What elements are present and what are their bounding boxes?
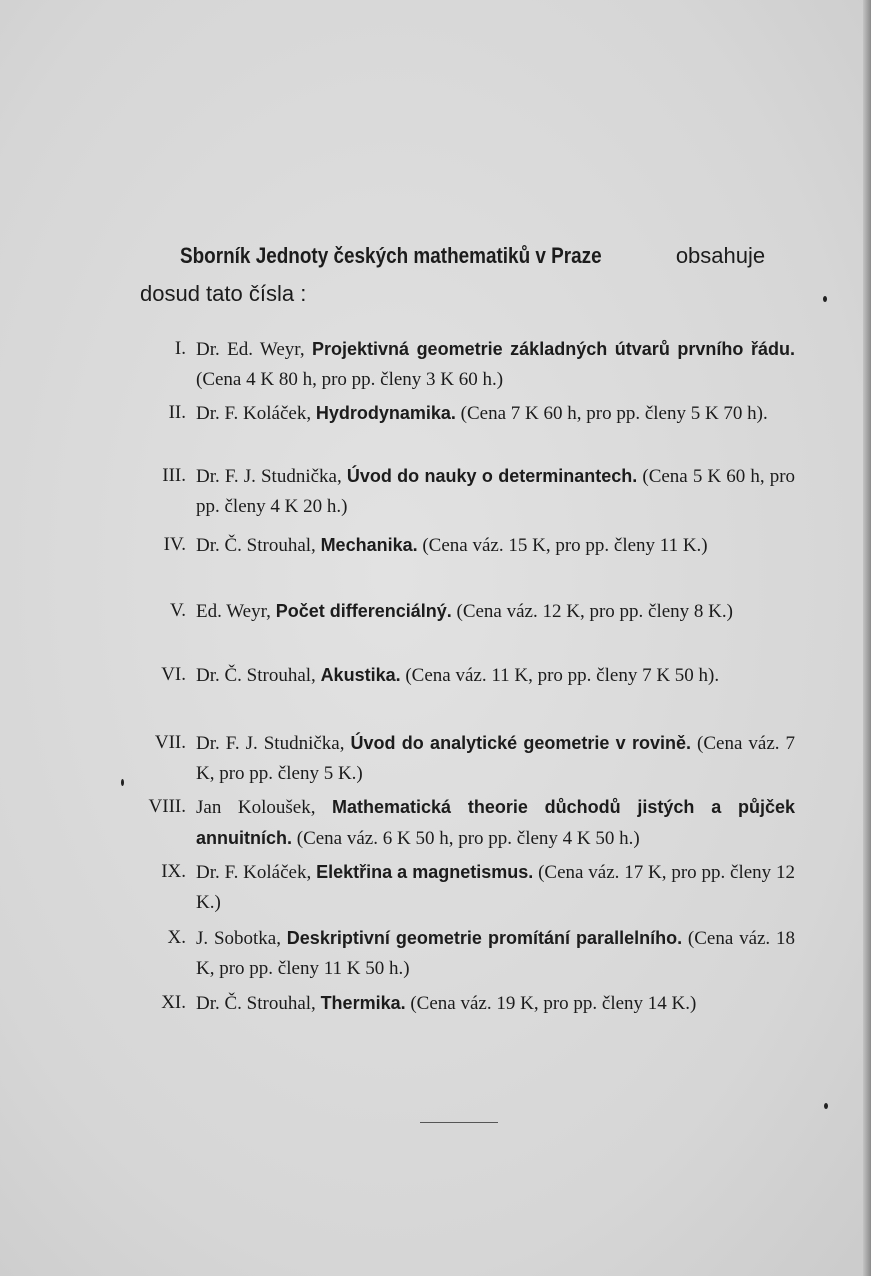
entry-body [196, 596, 795, 627]
entry-title: Projektivná geometrie základných útvarů prvního řádu. [311, 339, 795, 359]
entry-title: Úvod do analytické geometrie v rovině. [350, 733, 691, 753]
entry-title: Akustika. [320, 665, 401, 685]
entry-body [196, 660, 795, 691]
entry-author: Dr. Č. Strouhal, [196, 665, 316, 686]
entry-number: II. [168, 402, 186, 423]
entry-title: Elektřina a magnetismus. [316, 862, 534, 882]
entry-title: Mathematická theorie důchodů jistých a půjček annuitních. [196, 797, 796, 848]
entry-number: I. [174, 338, 186, 359]
entry-price: (Cena 7 K 60 h, pro pp. členy 5 K 70 h). [460, 403, 768, 424]
entry-title: Počet differenciálný. [275, 601, 452, 621]
entry-number: VIII. [148, 796, 186, 817]
entry-price: (Cena váz. 18 K, pro pp. členy 11 K 50 h.) [196, 928, 795, 979]
entry-price: (Cena váz. 17 K, pro pp. členy 12 K.) [196, 862, 795, 913]
entry-author: Dr. F. J. Studnička, [196, 733, 345, 754]
heading-suffix: obsahuje [675, 243, 766, 268]
entry-number: III. [162, 465, 186, 486]
page-edge-shadow [863, 0, 871, 1276]
entry-body [196, 923, 795, 984]
entry-price: (Cena váz. 19 K, pro pp. členy 14 K.) [410, 993, 697, 1014]
entry-number: V. [169, 600, 186, 621]
entry-number: VI. [161, 664, 186, 685]
entry-price: (Cena 4 K 80 h, pro pp. členy 3 K 60 h.) [196, 369, 504, 390]
entry-title: Thermika. [320, 993, 406, 1013]
entry-number: VII. [154, 732, 186, 753]
entry-author: Dr. Ed. Weyr, [196, 339, 305, 360]
entry-price: (Cena váz. 7 K, pro pp. členy 5 K.) [196, 733, 796, 784]
ink-speck [121, 779, 124, 786]
entry-price: (Cena váz. 6 K 50 h, pro pp. členy 4 K 50 h.) [296, 828, 640, 849]
entry-body [196, 728, 795, 789]
entry-price: (Cena 5 K 60 h, pro pp. členy 4 K 20 h.) [196, 466, 796, 517]
closing-rule [420, 1122, 498, 1123]
entry-title: Úvod do nauky o determinantech. [346, 466, 638, 486]
entry-body [196, 461, 795, 522]
entry-price: (Cena váz. 11 K, pro pp. členy 7 K 50 h). [405, 665, 720, 686]
entry-body [196, 530, 795, 561]
entry-author: Ed. Weyr, [196, 601, 271, 622]
heading-line-1 [180, 236, 765, 276]
heading-line-2: dosud tato čísla : [140, 281, 307, 306]
entry-number: IV. [163, 534, 186, 555]
entry-price: (Cena váz. 15 K, pro pp. členy 11 K.) [422, 535, 708, 556]
entry-author: Dr. Č. Strouhal, [196, 993, 316, 1014]
heading-title: Sborník Jednoty českých mathematiků v Praze [180, 243, 602, 268]
entry-body [196, 792, 795, 854]
ink-speck [824, 1103, 828, 1109]
ink-speck [823, 296, 827, 302]
entry-author: J. Sobotka, [196, 928, 281, 949]
entry-body [196, 398, 795, 429]
entry-title: Hydrodynamika. [315, 403, 456, 423]
entry-title: Deskriptivní geometrie promítání parallelního. [286, 928, 683, 948]
entry-author: Dr. F. Koláček, [196, 862, 312, 883]
entry-number: X. [167, 927, 186, 948]
entry-body [196, 988, 795, 1019]
entry-body [196, 857, 795, 918]
entry-price: (Cena váz. 12 K, pro pp. členy 8 K.) [456, 601, 733, 622]
entry-author: Jan Koloušek, [196, 797, 316, 818]
entry-author: Dr. F. J. Studnička, [196, 466, 342, 487]
entry-author: Dr. F. Koláček, [196, 403, 312, 424]
entry-number: XI. [161, 992, 186, 1013]
entry-title: Mechanika. [320, 535, 418, 555]
entry-number: IX. [161, 861, 186, 882]
entry-body [196, 334, 795, 395]
entry-author: Dr. Č. Strouhal, [196, 535, 316, 556]
